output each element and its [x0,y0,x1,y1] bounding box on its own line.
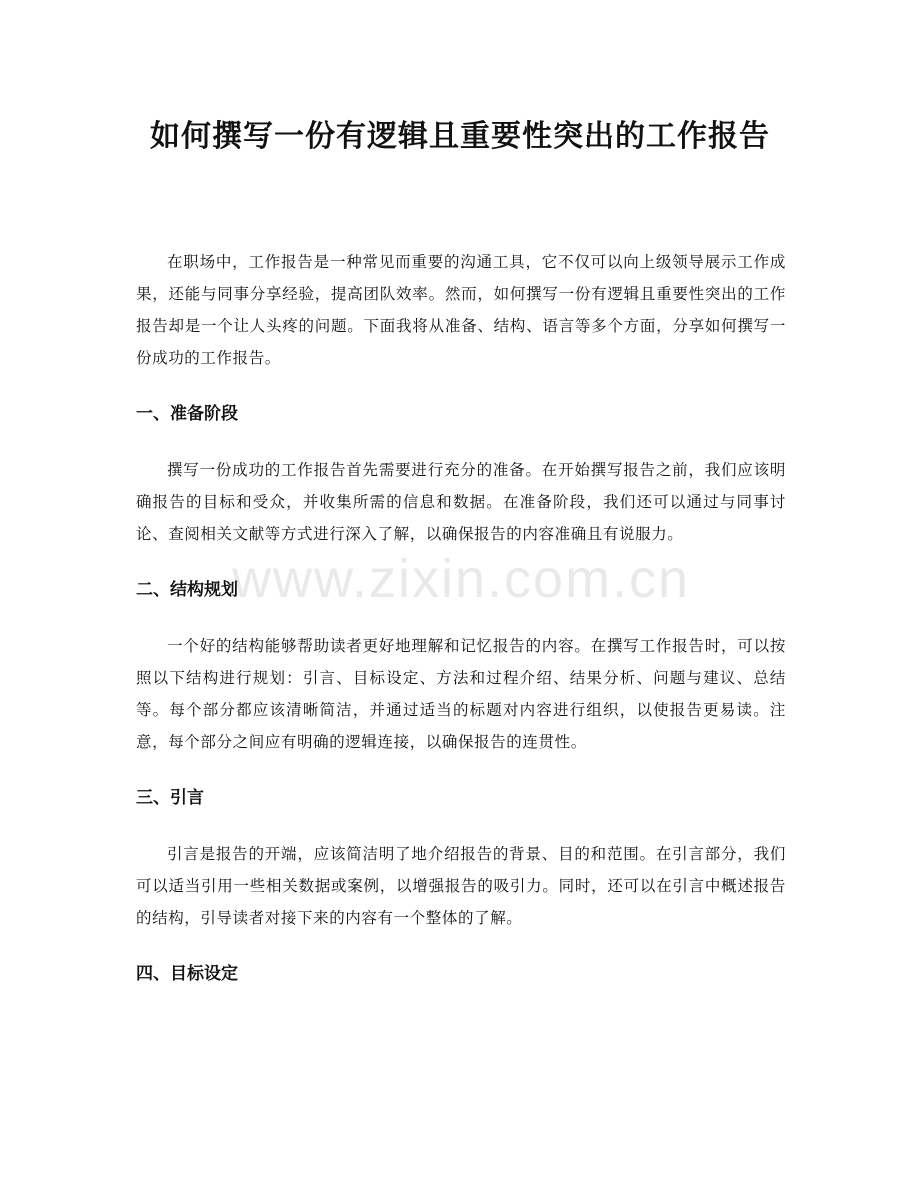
section-heading-goal-setting: 四、目标设定 [136,964,238,984]
document-body [136,246,786,1014]
section-body-structure: 一个好的结构能够帮助读者更好地理解和记忆报告的内容。在撰写工作报告时，可以按照以下结构进行规划：引言、目标设定、方法和过程介绍、结果分析、问题与建议、总结等。每个部分都应该清晰简洁，并通过适当的标题对内容进行组织，以使报告更易读。注意，每个部分之间应有明确的逻辑连接，以确保报告的连贯性。 [136,637,786,751]
section-heading-structure: 二、结构规划 [136,580,238,600]
document-title: 如何撰写一份有逻辑且重要性突出的工作报告 [150,119,770,154]
section-body-preparation: 撰写一份成功的工作报告首先需要进行充分的准备。在开始撰写报告之前，我们应该明确报告的目标和受众，并收集所需的信息和数据。在准备阶段，我们还可以通过与同事讨论、查阅相关文献等方式进行深入了解，以确保报告的内容准确且有说服力。 [136,461,786,543]
intro-paragraph: 在职场中，工作报告是一种常见而重要的沟通工具，它不仅可以向上级领导展示工作成果，还能与同事分享经验，提高团队效率。然而，如何撰写一份有逻辑且重要性突出的工作报告却是一个让人头疼的问题。下面我将从准备、结构、语言等多个方面，分享如何撰写一份成功的工作报告。 [136,253,786,367]
watermark: www.zixin.com.cn [232,549,691,609]
section-heading-preparation: 一、准备阶段 [136,404,238,424]
section-heading-introduction: 三、引言 [136,788,204,808]
section-body-introduction: 引言是报告的开端，应该简洁明了地介绍报告的背景、目的和范围。在引言部分，我们可以适当引用一些相关数据或案例，以增强报告的吸引力。同时，还可以在引言中概述报告的结构，引导读者对接下来的内容有一个整体的了解。 [136,845,786,927]
